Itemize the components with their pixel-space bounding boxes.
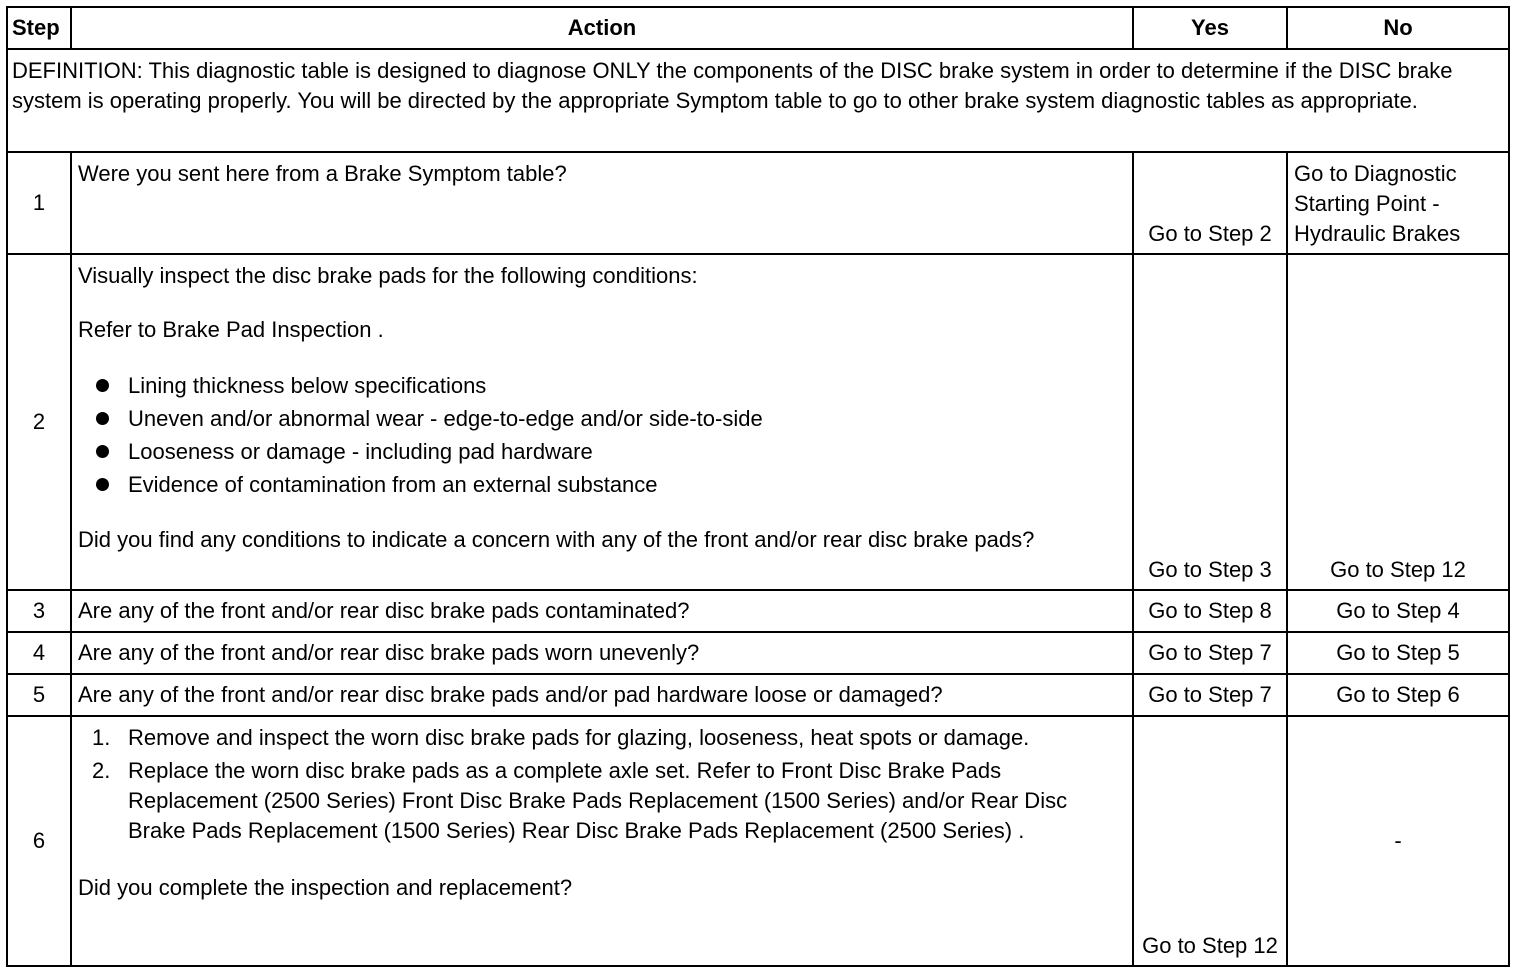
- no-cell: -: [1287, 716, 1509, 966]
- item-number: 1.: [92, 725, 111, 750]
- table-row: [7, 254, 1509, 590]
- list-item: Uneven and/or abnormal wear - edge-to-edge and/or side-to-side: [96, 402, 1126, 435]
- table-row: [7, 632, 1509, 674]
- diagnostic-table: [6, 6, 1510, 967]
- definition-text: DEFINITION: This diagnostic table is designed to diagnose ONLY the components of the DISC brake system in order to determine if the DISC brake system is operating properly. You will be directed by the appropriate Symptom table to go to other brake system diagnostic tables as appropriate.: [7, 49, 1509, 152]
- action-question: Are any of the front and/or rear disc brake pads contaminated?: [71, 590, 1133, 632]
- action-intro: Visually inspect the disc brake pads for the following conditions:: [78, 263, 698, 288]
- step-number: 1: [7, 152, 71, 254]
- action-cell: [71, 152, 1133, 254]
- list-item: [78, 756, 1126, 846]
- step-number: 6: [7, 716, 71, 966]
- yes-cell: Go to Step 3: [1133, 254, 1287, 590]
- header-row: [7, 7, 1509, 49]
- table-row: [7, 152, 1509, 254]
- yes-cell: Go to Step 12: [1133, 716, 1287, 966]
- item-text: Remove and inspect the worn disc brake pads for glazing, looseness, heat spots or damage.: [128, 725, 1030, 750]
- action-question: Did you complete the inspection and replacement?: [78, 875, 573, 900]
- action-question: Are any of the front and/or rear disc brake pads and/or pad hardware loose or damaged?: [71, 674, 1133, 716]
- procedure-list: [78, 723, 1126, 846]
- action-refer-link[interactable]: Refer to Brake Pad Inspection .: [78, 317, 384, 342]
- definition-row: [7, 49, 1509, 152]
- action-cell: [71, 716, 1133, 966]
- list-item: [78, 723, 1126, 753]
- list-item: Lining thickness below specifications: [96, 369, 1126, 402]
- action-cell: [71, 254, 1133, 590]
- list-item: Evidence of contamination from an external substance: [96, 468, 1126, 501]
- yes-cell: Go to Step 2: [1133, 152, 1287, 254]
- table-row: [7, 674, 1509, 716]
- yes-cell: Go to Step 7: [1133, 674, 1287, 716]
- no-cell: Go to Diagnostic Starting Point - Hydraulic Brakes: [1287, 152, 1509, 254]
- step-number: 5: [7, 674, 71, 716]
- condition-list: [78, 369, 1126, 501]
- no-cell: Go to Step 12: [1287, 254, 1509, 590]
- list-item: Looseness or damage - including pad hardware: [96, 435, 1126, 468]
- yes-cell: Go to Step 8: [1133, 590, 1287, 632]
- action-question: Were you sent here from a Brake Symptom table?: [78, 161, 567, 186]
- no-cell: Go to Step 6: [1287, 674, 1509, 716]
- header-yes: Yes: [1133, 7, 1287, 49]
- action-question: Did you find any conditions to indicate a concern with any of the front and/or rear disc brake pads?: [78, 527, 1035, 552]
- yes-cell: Go to Step 7: [1133, 632, 1287, 674]
- header-action: Action: [71, 7, 1133, 49]
- header-step: Step: [7, 7, 71, 49]
- step-number: 2: [7, 254, 71, 590]
- item-number: 2.: [92, 758, 111, 783]
- action-question: Are any of the front and/or rear disc brake pads worn unevenly?: [71, 632, 1133, 674]
- no-cell: Go to Step 5: [1287, 632, 1509, 674]
- no-cell: Go to Step 4: [1287, 590, 1509, 632]
- table-row: [7, 590, 1509, 632]
- step-number: 4: [7, 632, 71, 674]
- table-row: [7, 716, 1509, 966]
- header-no: No: [1287, 7, 1509, 49]
- step-number: 3: [7, 590, 71, 632]
- item-text: Replace the worn disc brake pads as a complete axle set. Refer to Front Disc Brake Pads Replacement (2500 Series) Front Disc Brake Pads Replacement (1500 Series) and/or Rear Disc Brake Pads Replacement (1500 Series) Rear Disc Brake Pads Replacement (2500 Series) .: [128, 758, 1068, 843]
